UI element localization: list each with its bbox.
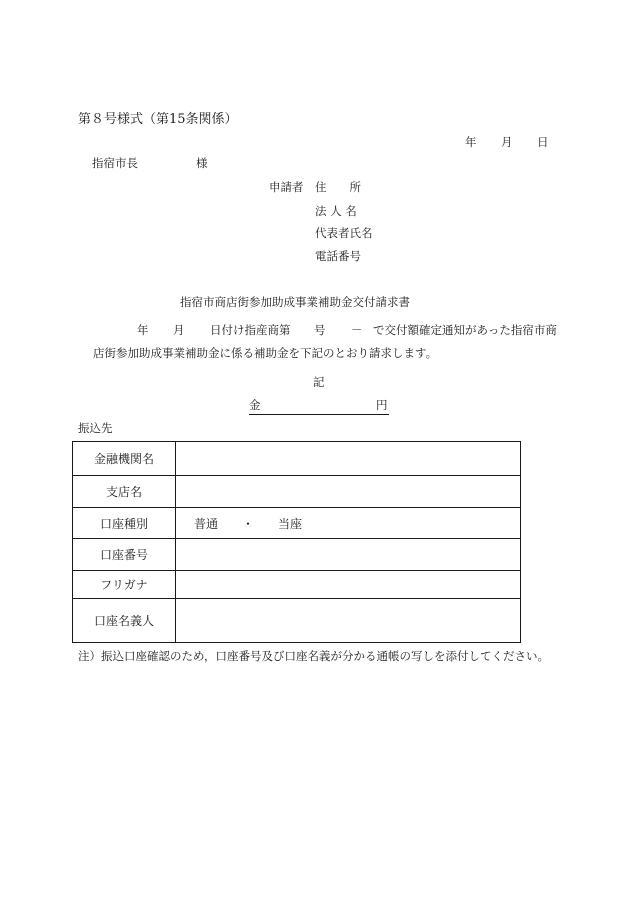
account-number-label: 口座番号 <box>73 539 176 571</box>
body-line2: 店街参加助成事業補助金に係る補助金を下記のとおり請求します。 <box>93 346 438 360</box>
applicant-field-representative: 代表者氏名 <box>315 226 373 240</box>
note-text: 注）振込口座確認のため，口座番号及び口座名義が分かる通帳の写しを添付してください。 <box>78 649 550 663</box>
applicant-field-corp-name: 法 人 名 <box>315 204 357 218</box>
date-day: 日 <box>537 135 549 149</box>
addressee-honorific: 様 <box>196 156 208 170</box>
account-type-label: 口座種別 <box>73 508 176 539</box>
table-row <box>73 508 521 539</box>
table-row <box>73 571 521 599</box>
account-holder-value[interactable] <box>176 599 521 643</box>
applicant-field-address: 住 所 <box>315 180 361 194</box>
transfer-label: 振込先 <box>78 421 113 435</box>
furigana-value[interactable] <box>176 571 521 599</box>
branch-name-label: 支店名 <box>73 476 176 508</box>
body-year: 年 <box>137 323 149 337</box>
amount-suffix: 円 <box>376 398 388 412</box>
body-number: 号 <box>314 323 326 337</box>
table-row <box>73 476 521 508</box>
bank-name-label: 金融機関名 <box>73 442 176 476</box>
form-number: 第８号様式（第15条関係） <box>78 112 238 127</box>
body-rest: で交付額確定通知があった指宿市商 <box>373 323 557 337</box>
branch-name-value[interactable] <box>176 476 521 508</box>
document-title: 指宿市商店街参加助成事業補助金交付請求書 <box>180 295 410 309</box>
applicant-label: 申請者 <box>269 180 304 194</box>
bank-name-value[interactable] <box>176 442 521 476</box>
table-row <box>73 442 521 476</box>
table-row <box>73 599 521 643</box>
furigana-label: フリガナ <box>73 571 176 599</box>
amount-underline <box>249 414 389 415</box>
bank-account-table <box>72 441 521 643</box>
table-row <box>73 539 521 571</box>
account-type-value[interactable]: 普通 ・ 当座 <box>176 508 521 539</box>
date-month: 月 <box>501 135 513 149</box>
body-dash: － <box>351 323 363 337</box>
body-day-ref: 日付け指産商第 <box>210 323 291 337</box>
body-month: 月 <box>173 323 185 337</box>
addressee-name: 指宿市長 <box>92 156 138 170</box>
account-holder-label: 口座名義人 <box>73 599 176 643</box>
ki-mark: 記 <box>313 375 325 389</box>
applicant-field-phone: 電話番号 <box>315 249 361 263</box>
account-number-value[interactable] <box>176 539 521 571</box>
amount-prefix: 金 <box>249 398 261 412</box>
date-year: 年 <box>465 135 477 149</box>
